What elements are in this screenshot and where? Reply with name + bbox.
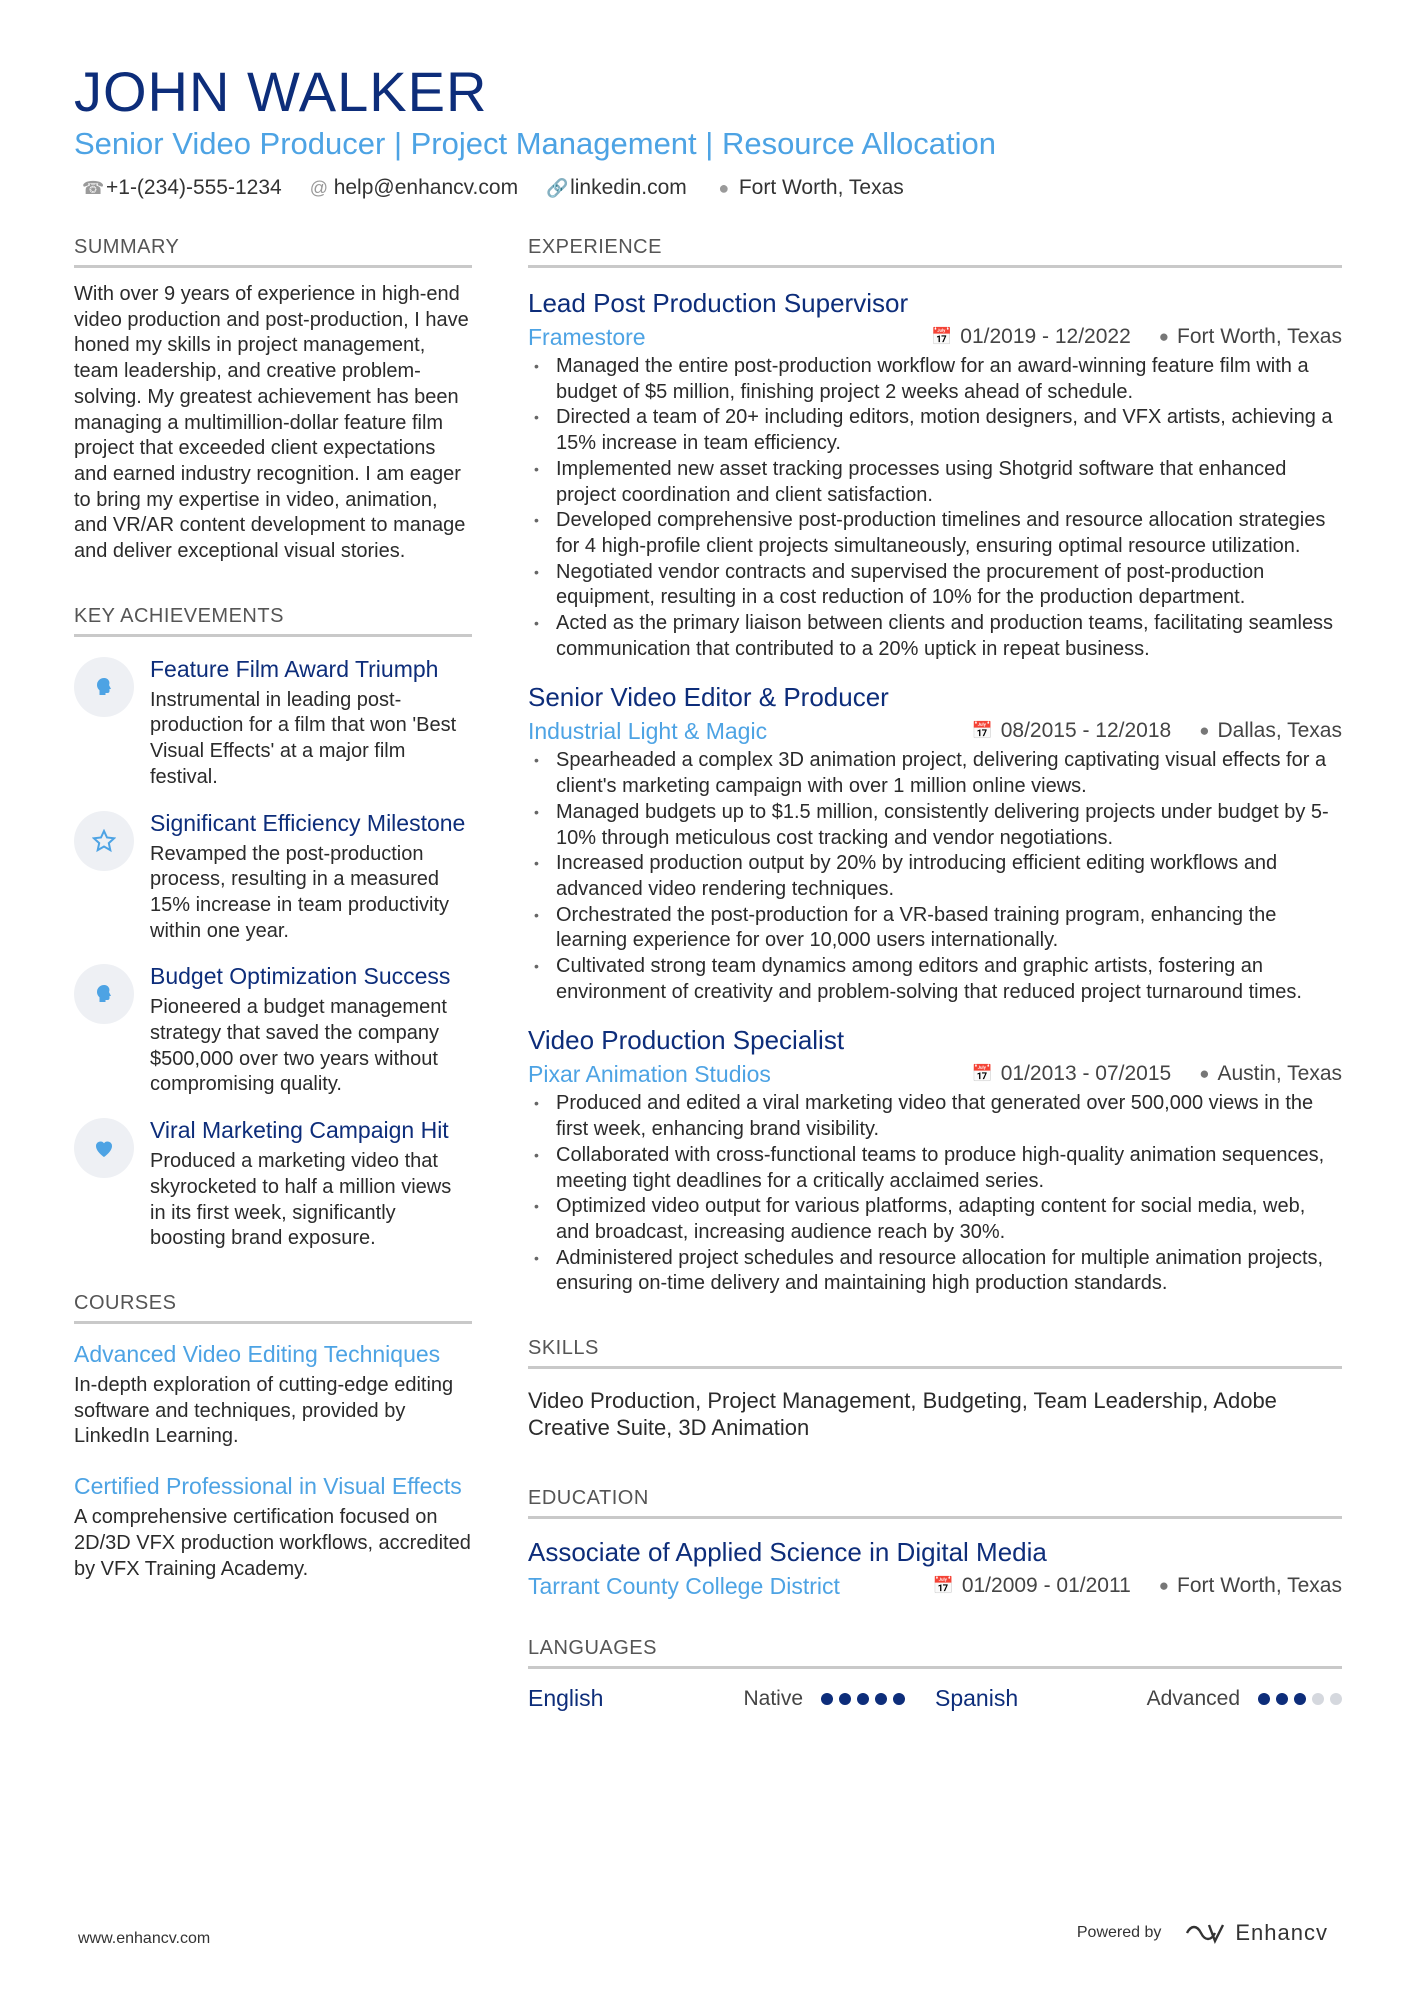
job-company: Industrial Light & Magic bbox=[528, 718, 768, 745]
location-text: Fort Worth, Texas bbox=[738, 176, 904, 199]
lightbulb-head-icon bbox=[74, 964, 134, 1024]
list-item: • Acted as the primary liaison between clients and production teams, facilitating seamless communication that contributed to a 20% uptick in repeat business. bbox=[528, 611, 1342, 662]
calendar-icon: 📅 bbox=[971, 1064, 993, 1084]
languages-list bbox=[528, 1685, 1342, 1712]
job-dates: 01/2013 - 07/2015 bbox=[1000, 1062, 1172, 1086]
list-item: • Negotiated vendor contracts and supervised the procurement of post-production equipment, resulting in a cost reduction of 10% for the production department. bbox=[528, 560, 1342, 611]
courses-heading: COURSES bbox=[74, 1292, 472, 1324]
job-location: Austin, Texas bbox=[1217, 1062, 1342, 1086]
job-entry bbox=[528, 286, 1342, 662]
job-entry bbox=[528, 1023, 1342, 1297]
heart-icon bbox=[74, 1118, 134, 1178]
phone-text: +1-(234)-555-1234 bbox=[106, 176, 282, 199]
calendar-icon: 📅 bbox=[971, 721, 993, 741]
list-item: • Implemented new asset tracking processes using Shotgrid software that enhanced project coordination and client satisfaction. bbox=[528, 457, 1342, 508]
job-dates: 01/2019 - 12/2022 bbox=[960, 325, 1131, 348]
list-item: • Managed budgets up to $1.5 million, consistently delivering projects under budget by 5-10% through meticulous cost tracking and vendor negotiations. bbox=[528, 800, 1342, 851]
list-item: • Collaborated with cross-functional teams to produce high-quality animation sequences, meeting tight deadlines for a critically acclaimed series. bbox=[528, 1143, 1342, 1194]
list-item: • Orchestrated the post-production for a VR-based training program, enhancing the learning experience for over 10,000 users internationally. bbox=[528, 903, 1342, 954]
job-bullets bbox=[528, 1091, 1342, 1297]
language-level: Native bbox=[743, 1686, 803, 1710]
right-column bbox=[528, 236, 1342, 1712]
star-icon bbox=[74, 811, 134, 871]
achievement-title: Viral Marketing Campaign Hit bbox=[150, 1117, 449, 1144]
job-title: Lead Post Production Supervisor bbox=[528, 288, 909, 318]
language-rating bbox=[1258, 1693, 1342, 1705]
job-title: Video Production Specialist bbox=[528, 1025, 845, 1056]
achievement-item bbox=[74, 655, 472, 791]
at-icon: @ bbox=[309, 177, 328, 198]
achievement-desc: Instrumental in leading post-production for a film that won 'Best Visual Effects' at a major film festival. bbox=[150, 688, 457, 788]
achievement-item bbox=[74, 809, 472, 945]
language-name: Spanish bbox=[935, 1685, 1019, 1712]
course-item bbox=[74, 1340, 472, 1450]
footer-website[interactable]: www.enhancv.com bbox=[78, 1930, 211, 1947]
location-pin-icon: ● bbox=[718, 177, 730, 198]
skills-heading: SKILLS bbox=[528, 1337, 1342, 1369]
course-title: Certified Professional in Visual Effects bbox=[74, 1473, 462, 1500]
experience-heading: EXPERIENCE bbox=[528, 236, 1342, 268]
rating-dot bbox=[839, 1693, 851, 1705]
powered-by-text: Powered by bbox=[1076, 1924, 1162, 1941]
education-dates: 01/2009 - 01/2011 bbox=[961, 1574, 1131, 1598]
achievement-title: Feature Film Award Triumph bbox=[150, 655, 439, 682]
list-item: • Spearheaded a complex 3D animation project, delivering captivating visual effects for a client's marketing campaign with over 1 million online views. bbox=[528, 748, 1342, 799]
list-item: • Produced and edited a viral marketing video that generated over 500,000 views in the first week, enhancing brand visibility. bbox=[528, 1091, 1342, 1142]
education-location: Fort Worth, Texas bbox=[1177, 1574, 1342, 1598]
rating-dot bbox=[1276, 1693, 1288, 1705]
course-desc: In-depth exploration of cutting-edge editing software and techniques, provided by LinkedIn Learning. bbox=[74, 1373, 454, 1448]
list-item: • Developed comprehensive post-production timelines and resource allocation strategies for 4 high-profile client projects simultaneously, ensuring optimal resource utilization. bbox=[528, 508, 1342, 559]
candidate-name: JOHN WALKER bbox=[74, 60, 488, 123]
email-text: help@enhancv.com bbox=[333, 176, 519, 199]
education-heading: EDUCATION bbox=[528, 1487, 1342, 1519]
achievement-desc: Produced a marketing video that skyrocketed to half a million views in its first week, significantly boosting brand exposure. bbox=[150, 1150, 452, 1250]
rating-dot bbox=[857, 1693, 869, 1705]
job-location: Fort Worth, Texas bbox=[1177, 325, 1342, 348]
list-item: • Increased production output by 20% by introducing efficient editing workflows and advanced video rendering techniques. bbox=[528, 851, 1342, 902]
rating-dot bbox=[893, 1693, 905, 1705]
course-item bbox=[74, 1472, 472, 1582]
location-pin-icon: ● bbox=[1199, 1064, 1210, 1084]
calendar-icon: 📅 bbox=[931, 327, 953, 346]
linkedin-text: linkedin.com bbox=[570, 176, 687, 199]
rating-dot bbox=[875, 1693, 887, 1705]
languages-heading: LANGUAGES bbox=[528, 1637, 1342, 1669]
contact-phone[interactable] bbox=[82, 176, 282, 200]
course-title: Advanced Video Editing Techniques bbox=[74, 1340, 441, 1367]
contact-email[interactable] bbox=[310, 176, 518, 200]
enhancv-logo-icon bbox=[1183, 1921, 1227, 1945]
achievements-heading: KEY ACHIEVEMENTS bbox=[74, 605, 472, 637]
job-bullets bbox=[528, 354, 1342, 662]
contact-bar bbox=[82, 176, 904, 200]
job-entry bbox=[528, 680, 1342, 1005]
list-item: • Managed the entire post-production workflow for an award-winning feature film with a budget of $5 million, finishing project 2 weeks ahead of schedule. bbox=[528, 354, 1342, 405]
summary-heading: SUMMARY bbox=[74, 236, 472, 268]
rating-dot bbox=[1258, 1693, 1270, 1705]
location-pin-icon: ● bbox=[1199, 721, 1210, 741]
left-column bbox=[74, 236, 472, 1582]
skills-text: Video Production, Project Management, Budgeting, Team Leadership, Adobe Creative Suite, 3D Animation bbox=[528, 1388, 1277, 1441]
language-item bbox=[528, 1685, 935, 1712]
rating-dot bbox=[821, 1693, 833, 1705]
footer-branding bbox=[1077, 1920, 1328, 1946]
list-item: • Administered project schedules and resource allocation for multiple animation projects, ensuring on-time delivery and maintaining high production standards. bbox=[528, 1246, 1342, 1297]
achievement-desc: Revamped the post-production process, resulting in a measured 15% increase in team productivity within one year. bbox=[150, 842, 450, 942]
job-company: Framestore bbox=[528, 324, 646, 350]
contact-location bbox=[715, 176, 904, 200]
achievements-list bbox=[74, 655, 472, 1252]
summary-text: With over 9 years of experience in high-end video production and post-production, I have honed my skills in project management, team leadership, and creative problem-solving. My greatest achievement has been managing a multimillion-dollar feature film project that exceeded client expectations and earned industry recognition. I am eager to bring my expertise in video, animation, and VR/AR content development to manage and deliver exceptional visual stories. bbox=[74, 283, 469, 563]
rating-dot bbox=[1330, 1693, 1342, 1705]
achievement-title: Significant Efficiency Milestone bbox=[150, 809, 466, 836]
job-company: Pixar Animation Studios bbox=[528, 1061, 771, 1088]
list-item: • Directed a team of 20+ including editors, motion designers, and VFX artists, achieving a 15% increase in team efficiency. bbox=[528, 405, 1342, 456]
lightbulb-head-icon bbox=[74, 657, 134, 717]
link-icon: 🔗 bbox=[546, 177, 569, 198]
language-item bbox=[935, 1685, 1342, 1712]
phone-icon: ☎ bbox=[82, 177, 105, 198]
list-item: • Optimized video output for various platforms, adapting content for social media, web, and broadcast, increasing audience reach by 30%. bbox=[528, 1194, 1342, 1245]
calendar-icon: 📅 bbox=[932, 1576, 954, 1596]
candidate-subtitle: Senior Video Producer | Project Management | Resource Allocation bbox=[74, 126, 996, 161]
rating-dot bbox=[1294, 1693, 1306, 1705]
language-level: Advanced bbox=[1146, 1686, 1240, 1710]
course-desc: A comprehensive certification focused on 2D/3D VFX production workflows, accredited by VFX Training Academy. bbox=[74, 1506, 471, 1580]
job-title: Senior Video Editor & Producer bbox=[528, 682, 889, 713]
enhancv-logo[interactable] bbox=[1183, 1920, 1328, 1946]
education-degree: Associate of Applied Science in Digital Media bbox=[528, 1537, 1047, 1568]
job-bullets bbox=[528, 748, 1342, 1005]
contact-linkedin[interactable] bbox=[546, 176, 687, 200]
rating-dot bbox=[1312, 1693, 1324, 1705]
enhancv-logo-text: Enhancv bbox=[1235, 1920, 1328, 1945]
job-location: Dallas, Texas bbox=[1217, 719, 1342, 743]
list-item: • Cultivated strong team dynamics among editors and graphic artists, fostering an environment of creativity and problem-solving that reduced project turnaround times. bbox=[528, 954, 1342, 1005]
location-pin-icon: ● bbox=[1158, 327, 1170, 346]
language-name: English bbox=[528, 1685, 604, 1712]
achievement-item bbox=[74, 962, 472, 1098]
location-pin-icon: ● bbox=[1158, 1576, 1170, 1596]
achievement-desc: Pioneered a budget management strategy that saved the company $500,000 over two years without compromising quality. bbox=[150, 996, 447, 1096]
achievement-item bbox=[74, 1116, 472, 1252]
language-rating bbox=[821, 1693, 905, 1705]
achievement-title: Budget Optimization Success bbox=[150, 963, 451, 990]
education-school: Tarrant County College District bbox=[528, 1573, 840, 1600]
job-dates: 08/2015 - 12/2018 bbox=[1000, 719, 1172, 743]
